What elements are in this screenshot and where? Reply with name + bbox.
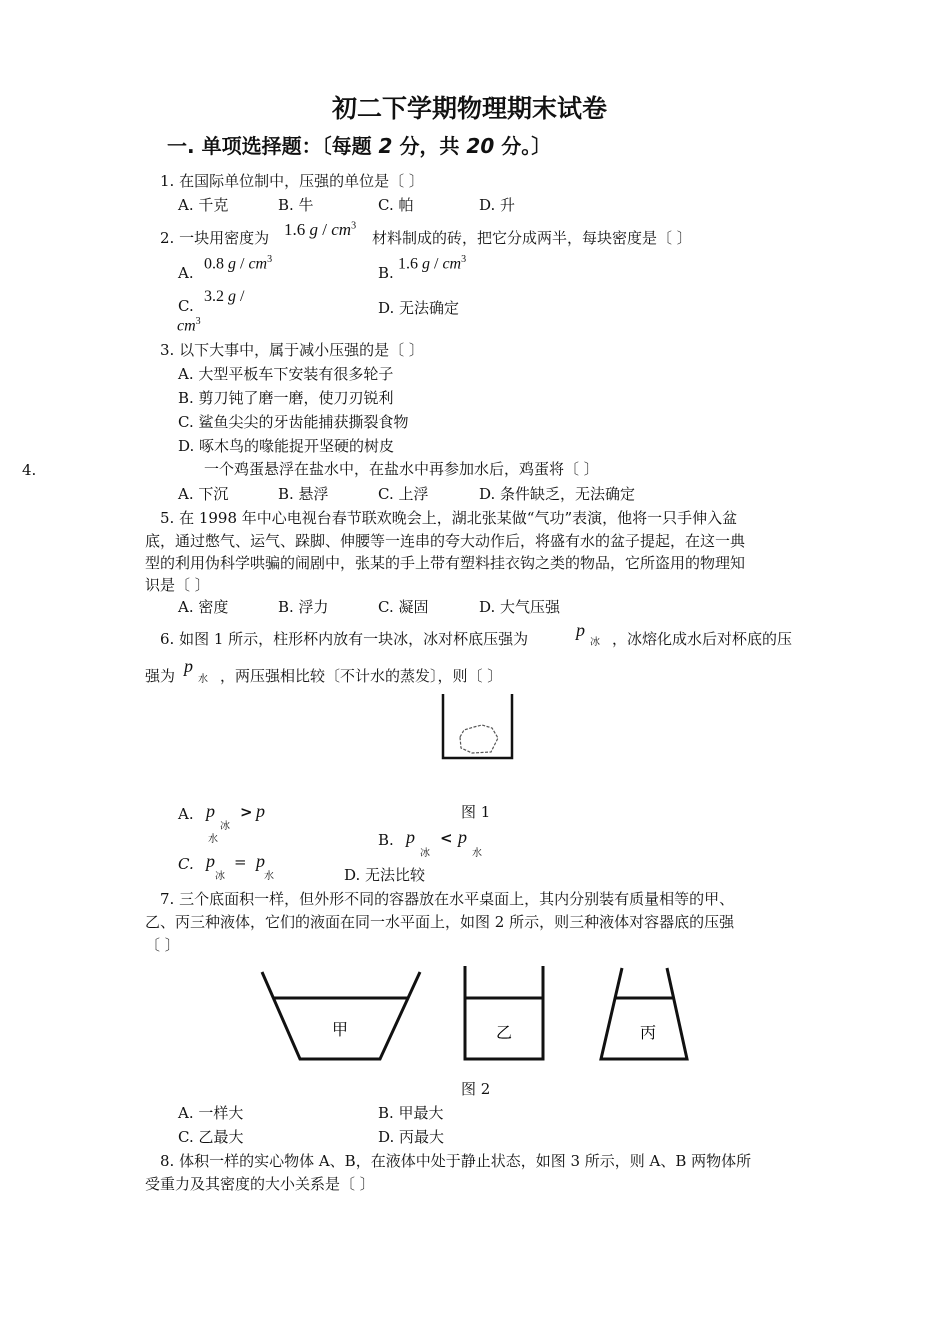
q6-option-b-sub2: 水 — [472, 848, 482, 859]
q2-density: 1.6 g / $cm^3$ — [284, 220, 357, 239]
q5-option-a: A. 密度 — [178, 598, 229, 616]
section-heading-end: 分。〕 — [501, 134, 552, 158]
q2-option-a-label: A. — [178, 264, 194, 282]
points-per-question: 2 — [378, 134, 393, 158]
q6-option-b-p1: p — [406, 827, 415, 847]
q2-option-c-label: C. — [178, 297, 194, 315]
q6-line-2-post: ，两压强相比较〔不计水的蒸发〕，则〔 〕 — [220, 667, 503, 685]
cup-outline — [443, 694, 512, 758]
q2-stem-post: 材料制成的砖，把它分成两半，每块密度是〔 〕 — [372, 229, 692, 247]
q8-line-1: 8. 体积一样的实心物体 A、B，在液体中处于静止状态，如图 3 所示，则 A、B 两物体所 — [160, 1152, 752, 1170]
q6-option-c-label: C. — [178, 855, 194, 873]
q6-option-b-label: B. — [378, 831, 394, 849]
q3-option-c: C. 鲨鱼尖尖的牙齿能捕获撕裂食物 — [178, 413, 409, 431]
q6-p-ice: p — [576, 620, 585, 640]
q7-line-2: 乙、丙三种液体，它们的液面在同一水平面上，如图 2 所示，则三种液体对容器底的压强 — [145, 913, 735, 931]
q4-stem: 一个鸡蛋悬浮在盐水中，在盐水中再参加水后，鸡蛋将〔 〕 — [204, 460, 599, 478]
q5-line-2: 底，通过憋气、运气、跺脚、伸腰等一连串的夸大动作后，将盛有水的盆子提起，在这一典 — [145, 532, 746, 550]
q6-option-c-sub2: 水 — [264, 871, 274, 882]
q6-line-1-pre: 6. 如图 1 所示，柱形杯内放有一块冰，冰对杯底压强为 — [160, 630, 529, 648]
container-label-jia: 甲 — [331, 1020, 349, 1039]
q4-option-d: D. 条件缺乏，无法确定 — [479, 485, 636, 503]
figure-1-cup — [436, 690, 520, 762]
q6-option-c-sub1: 冰 — [215, 871, 225, 882]
q6-option-d: D. 无法比较 — [344, 866, 426, 884]
q2-option-c-value: 3.2 g / — [204, 288, 245, 305]
q1-option-b: B. 牛 — [278, 196, 314, 214]
q1-option-a: A. 千克 — [178, 196, 229, 214]
q2-option-b-label: B. — [378, 264, 394, 282]
q5-line-1: 5. 在 1998 年中心电视台春节联欢晚会上，湖北张某做“气功”表演，他将一只手伸入盆 — [160, 509, 738, 527]
section-heading — [167, 134, 551, 158]
container-label-yi: 乙 — [495, 1023, 513, 1042]
q7-option-a: A. 一样大 — [178, 1104, 244, 1122]
q6-option-a-sub1: 冰 — [220, 821, 230, 832]
q3-stem: 3. 以下大事中，属于减小压强的是〔 〕 — [160, 341, 424, 359]
figure-2-caption: 图 2 — [461, 1080, 491, 1098]
q2-stem-pre: 2. 一块用密度为 — [160, 229, 270, 247]
q2-option-b-value: 1.6 g / $cm^3$ — [398, 254, 467, 273]
q1-option-c: C. 帕 — [378, 196, 414, 214]
section-heading-text: 单项选择题：〔每题 — [201, 134, 372, 158]
q6-option-b-p2: p — [458, 827, 467, 847]
figure-1-caption: 图 1 — [461, 803, 491, 821]
q4-option-c: C. 上浮 — [378, 485, 429, 503]
q4-number: 4. — [22, 461, 37, 479]
q3-option-a: A. 大型平板车下安装有很多轮子 — [178, 365, 394, 383]
q6-option-c-op: = — [234, 853, 247, 871]
q6-option-b-sub1: 冰 — [420, 848, 430, 859]
q7-option-d: D. 丙最大 — [378, 1128, 445, 1146]
section-number: 一. — [167, 134, 195, 158]
q6-option-a-p2: p — [256, 801, 265, 821]
q7-option-c: C. 乙最大 — [178, 1128, 244, 1146]
q6-option-c-p2: p — [256, 851, 265, 871]
total-points: 20 — [466, 134, 495, 158]
container-label-bing: 丙 — [639, 1023, 657, 1042]
q2-option-c-unit: $cm^3$ — [177, 316, 201, 335]
q8-line-2: 受重力及其密度的大小关系是〔 〕 — [145, 1175, 375, 1193]
q6-p-ice-sub: 冰 — [590, 637, 600, 648]
container-yi — [465, 966, 543, 1059]
container-bing — [601, 968, 687, 1059]
q6-option-b-op: < — [440, 829, 453, 847]
q4-option-b: B. 悬浮 — [278, 485, 329, 503]
q3-option-d: D. 啄木鸟的喙能捉开坚硬的树皮 — [178, 437, 395, 455]
figure-2-containers — [255, 962, 695, 1066]
q5-option-b: B. 浮力 — [278, 598, 329, 616]
q6-p-water-sub: 水 — [198, 674, 208, 685]
q6-option-a-p1: p — [206, 801, 215, 821]
q1-stem: 1. 在国际单位制中，压强的单位是〔 〕 — [160, 172, 424, 190]
q2-option-a-value: 0.8 g / $cm^3$ — [204, 254, 273, 273]
q6-option-a-op: > — [240, 803, 253, 821]
section-heading-mid: 分，共 — [399, 134, 460, 158]
q6-line-1-post: ，冰熔化成水后对杯底的压 — [612, 630, 793, 648]
q2-option-d: D. 无法确定 — [378, 299, 460, 317]
q3-option-b: B. 剪刀钝了磨一磨，使刀刃锐利 — [178, 389, 394, 407]
q5-line-4: 识是〔 〕 — [145, 576, 210, 594]
q4-option-a: A. 下沉 — [178, 485, 229, 503]
q6-line-2-pre: 强为 — [145, 667, 176, 685]
q7-line-3: 〔 〕 — [145, 936, 180, 954]
q6-option-c-p1: p — [206, 851, 215, 871]
q6-option-a-sub2: 水 — [208, 834, 218, 845]
q5-line-3: 型的利用伪科学哄骗的闹剧中，张某的手上带有塑料挂衣钩之类的物品，它所盗用的物理知 — [145, 554, 746, 572]
page-title: 初二下学期物理期末试卷 — [332, 94, 608, 123]
q7-option-b: B. 甲最大 — [378, 1104, 444, 1122]
q5-option-c: C. 凝固 — [378, 598, 429, 616]
q1-option-d: D. 升 — [479, 196, 516, 214]
q5-option-d: D. 大气压强 — [479, 598, 561, 616]
q6-p-water: p — [184, 656, 193, 676]
q7-line-1: 7. 三个底面积一样，但外形不同的容器放在水平桌面上，其内分别装有质量相等的甲、 — [160, 890, 735, 908]
ice-block — [460, 725, 498, 753]
q6-option-a-label: A. — [178, 805, 194, 823]
container-jia — [262, 972, 420, 1059]
